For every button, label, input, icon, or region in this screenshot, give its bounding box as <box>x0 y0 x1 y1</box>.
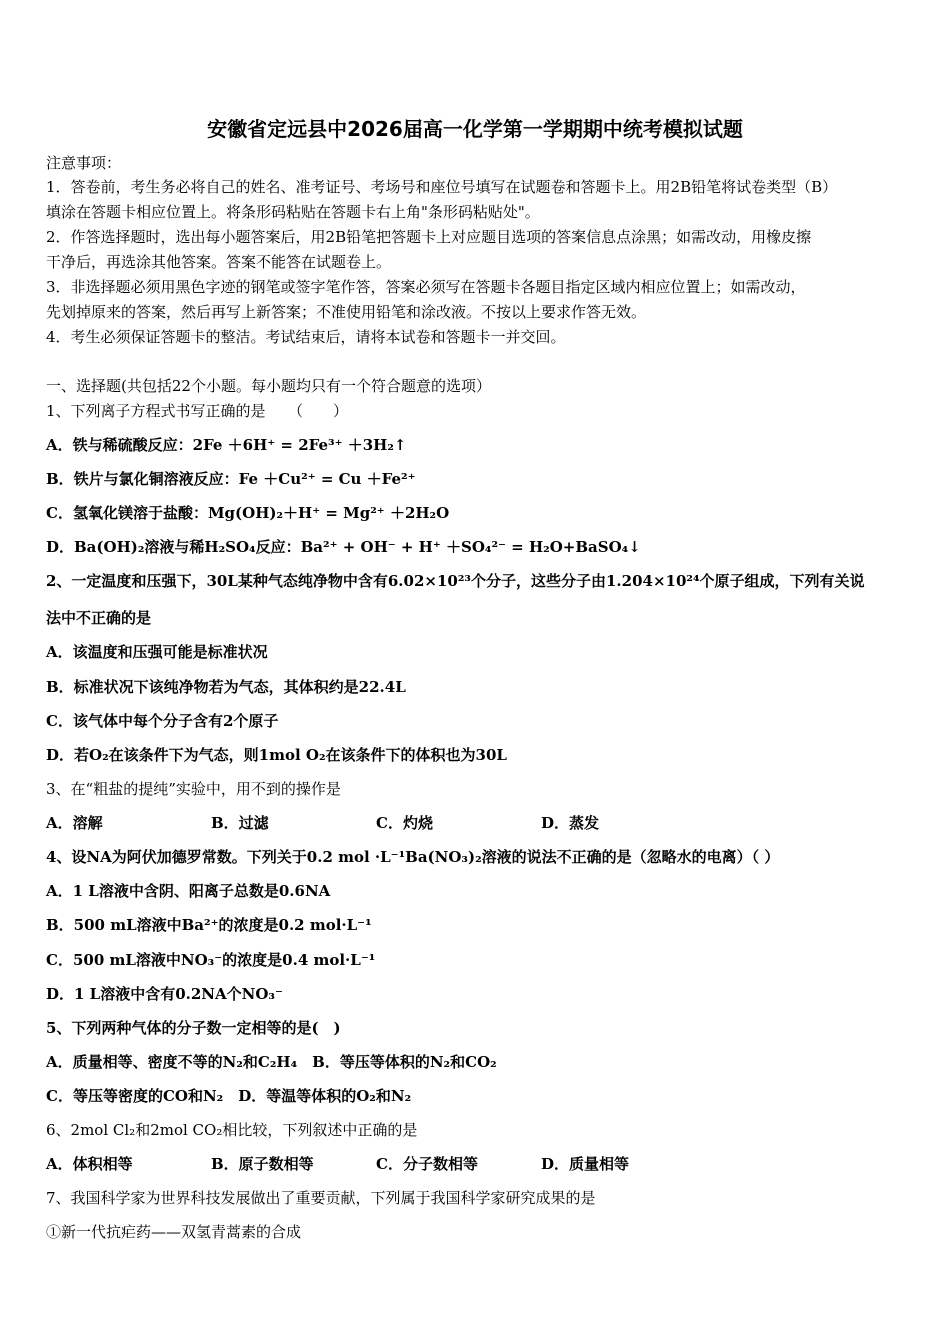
question-stem: 7、我国科学家为世界科技发展做出了重要贡献，下列属于我国科学家研究成果的是 <box>46 1189 596 1207</box>
option-a: A．1 L溶液中含阴、阳离子总数是0.6NA <box>46 882 331 900</box>
option-d: D．Ba(OH)₂溶液与稀H₂SO₄反应：Ba²⁺ + OH⁻ + H⁺ ＋SO₄²⁻ = H₂O+BaSO₄↓ <box>46 538 641 556</box>
option-a: A．铁与稀硫酸反应：2Fe ＋6H⁺ = 2Fe³⁺ ＋3H₂↑ <box>46 436 407 454</box>
notice-line: 先划掉原来的答案，然后再写上新答案；不准使用铅笔和涂改液。不按以上要求作答无效。 <box>46 303 647 321</box>
notice-line: 3．非选择题必须用黑色字迹的钢笔或签字笔作答，答案必须写在答题卡各题目指定区域内相应位置上；如需改动， <box>46 278 806 296</box>
notice-line: 2．作答选择题时，选出每小题答案后，用2B铅笔把答题卡上对应题目选项的答案信息点涂黑；如需改动，用橡皮擦 <box>46 228 812 246</box>
section-heading: 一、选择题(共包括22个小题。每小题均只有一个符合题意的选项） <box>46 377 491 395</box>
option-c: C．500 mL溶液中NO₃⁻的浓度是0.4 mol·L⁻¹ <box>46 951 376 969</box>
question-stem: 1、下列离子方程式书写正确的是 （ ） <box>46 402 349 420</box>
option-d: D．1 L溶液中含有0.2NA个NO₃⁻ <box>46 985 283 1003</box>
option-b: B．过滤 <box>211 814 269 832</box>
question-stem: 3、在“粗盐的提纯”实验中，用不到的操作是 <box>46 780 341 798</box>
option-ab: A．质量相等、密度不等的N₂和C₂H₄ B．等压等体积的N₂和CO₂ <box>46 1053 497 1071</box>
notice-line: 干净后，再选涂其他答案。答案不能答在试题卷上。 <box>46 253 392 271</box>
option-a: A．体积相等 <box>46 1155 133 1173</box>
question-stem: 法中不正确的是 <box>46 609 152 627</box>
question-stem: 5、下列两种气体的分子数一定相等的是( ) <box>46 1019 341 1037</box>
option-b: B．500 mL溶液中Ba²⁺的浓度是0.2 mol·L⁻¹ <box>46 916 372 934</box>
option-c: C．该气体中每个分子含有2个原子 <box>46 712 279 730</box>
option-d: D．蒸发 <box>541 814 600 832</box>
option-d: D．质量相等 <box>541 1155 630 1173</box>
option-b: B．标准状况下该纯净物若为气态，其体积约是22.4L <box>46 678 406 696</box>
page-title: 安徽省定远县中2026届高一化学第一学期期中统考模拟试题 <box>207 117 743 141</box>
notice-heading: 注意事项： <box>46 154 122 172</box>
notice-line: 1．答卷前，考生务必将自己的姓名、准考证号、考场号和座位号填写在试题卷和答题卡上。用2B铅笔将试卷类型（B） <box>46 178 838 196</box>
option-cd: C．等压等密度的CO和N₂ D．等温等体积的O₂和N₂ <box>46 1087 412 1105</box>
option-b: B．铁片与氯化铜溶液反应：Fe ＋Cu²⁺ = Cu ＋Fe²⁺ <box>46 470 416 488</box>
option-c: C．氢氧化镁溶于盐酸：Mg(OH)₂＋H⁺ = Mg²⁺ ＋2H₂O <box>46 504 450 522</box>
list-item: ①新一代抗疟药——双氢青蒿素的合成 <box>46 1223 302 1241</box>
option-d: D．若O₂在该条件下为气态，则1mol O₂在该条件下的体积也为30L <box>46 746 507 764</box>
option-a: A．溶解 <box>46 814 103 832</box>
option-c: C．灼烧 <box>376 814 433 832</box>
notice-line: 填涂在答题卡相应位置上。将条形码粘贴在答题卡右上角"条形码粘贴处"。 <box>46 203 540 221</box>
question-stem: 2、一定温度和压强下，30L某种气态纯净物中含有6.02×10²³个分子，这些分子由1.204×10²⁴个原子组成，下列有关说 <box>46 572 865 590</box>
option-b: B．原子数相等 <box>211 1155 314 1173</box>
question-stem: 6、2mol Cl₂和2mol CO₂相比较，下列叙述中正确的是 <box>46 1121 418 1139</box>
option-c: C．分子数相等 <box>376 1155 478 1173</box>
notice-line: 4．考生必须保证答题卡的整洁。考试结束后，请将本试卷和答题卡一并交回。 <box>46 328 566 346</box>
question-stem: 4、设NA为阿伏加德罗常数。下列关于0.2 mol ·L⁻¹Ba(NO₃)₂溶液的说法不正确的是（忽略水的电离）（ ） <box>46 848 780 866</box>
option-a: A．该温度和压强可能是标准状况 <box>46 643 268 661</box>
